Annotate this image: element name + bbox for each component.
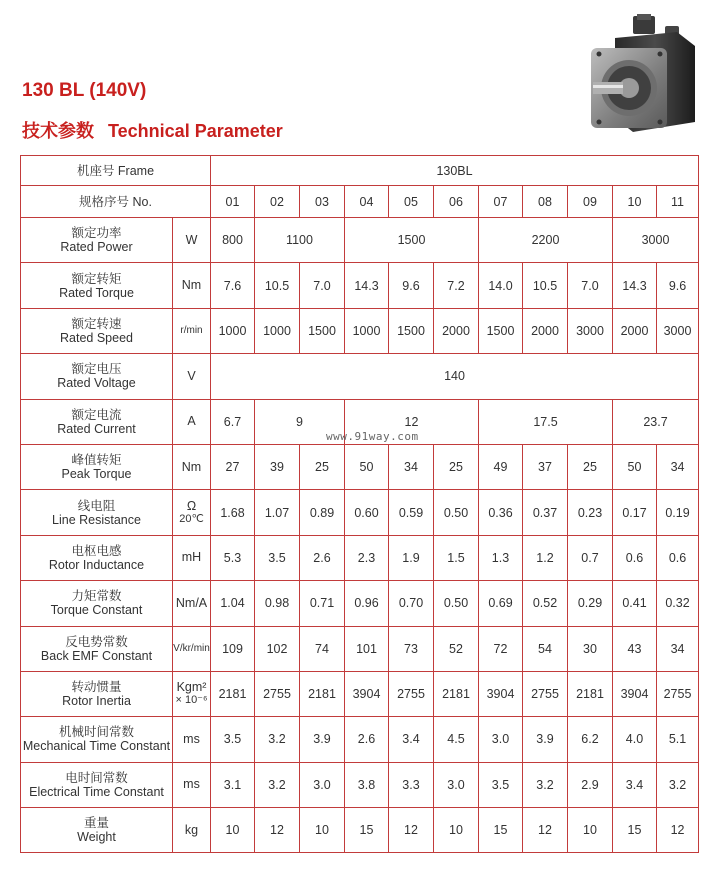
value-cell: 73 [389,626,434,671]
value-cell: 3904 [345,671,389,716]
value-cell: 3.0 [434,762,479,807]
model-title: 130 BL (140V) [22,80,147,101]
value-cell: 102 [255,626,300,671]
value-cell: 3.2 [255,762,300,807]
value-cell: 7.2 [434,263,479,308]
value-cell: 3.4 [613,762,657,807]
value-cell: 2755 [523,671,568,716]
row-back-emf-constant [21,626,699,671]
param-name [21,399,173,444]
section-title-cn: 技术参数 [22,121,94,142]
value-cell: 23.7 [613,399,699,444]
value-cell: 34 [657,444,699,489]
row-rated-speed [21,308,699,353]
value-cell: 12 [657,808,699,853]
value-cell: 7.0 [300,263,345,308]
row-rotor-inertia [21,671,699,716]
section-title [22,117,283,143]
value-cell: 0.52 [523,581,568,626]
value-cell: 54 [523,626,568,671]
param-name-en: Weight [77,830,116,845]
row-peak-torque [21,444,699,489]
param-name [21,490,173,535]
param-unit [173,218,211,263]
value-cell: 37 [523,444,568,489]
value-cell: 12 [255,808,300,853]
value-cell: 2755 [657,671,699,716]
value-cell: 0.23 [568,490,613,535]
param-name-en: Rated Torque [59,285,134,300]
param-unit-sub: 20℃ [179,512,204,525]
param-name-en: Back EMF Constant [40,648,153,663]
value-cell: 3904 [479,671,523,716]
value-cell: 74 [300,626,345,671]
row-frame [21,156,699,186]
param-unit-main: Nm [181,278,202,293]
value-cell: 0.37 [523,490,568,535]
param-unit-main: ms [183,777,200,792]
value-cell: 3.4 [389,717,434,762]
param-name [21,354,173,399]
value-cell: 17.5 [479,399,613,444]
value-cell: 0.29 [568,581,613,626]
value-cell: 3.8 [345,762,389,807]
value-cell: 1100 [255,218,345,263]
param-name [21,762,173,807]
value-cell: 10 [300,808,345,853]
param-unit [173,762,211,807]
param-unit-main: Nm/A [175,595,208,610]
param-name-cn: 反电势常数 [65,634,128,649]
param-unit-main: Ω [186,498,197,513]
value-cell: 10.5 [523,263,568,308]
row-rated-voltage [21,354,699,399]
param-unit-main: A [187,414,196,429]
value-cell: 39 [255,444,300,489]
param-unit [173,263,211,308]
param-name-cn: 额定功率 [71,226,122,241]
frame-value: 130BL [211,156,699,186]
value-cell: 25 [568,444,613,489]
value-cell: 25 [300,444,345,489]
value-cell: 27 [211,444,255,489]
value-cell: 1000 [345,308,389,353]
value-cell: 3.5 [479,762,523,807]
value-cell: 3.9 [523,717,568,762]
value-cell: 9.6 [657,263,699,308]
value-cell: 0.70 [389,581,434,626]
value-cell: 25 [434,444,479,489]
value-cell: 0.96 [345,581,389,626]
param-name-cn: 线电阻 [77,498,116,513]
value-cell: 15 [479,808,523,853]
value-cell: 7.0 [568,263,613,308]
value-cell: 0.89 [300,490,345,535]
value-cell: 4.0 [613,717,657,762]
param-unit [173,490,211,535]
param-name-en: Rated Current [57,421,136,436]
value-cell: 3.9 [300,717,345,762]
value-cell: 12 [389,808,434,853]
value-cell: 1.07 [255,490,300,535]
param-name-cn: 电枢电感 [71,543,122,558]
value-cell: 2755 [389,671,434,716]
param-unit [173,444,211,489]
spec-number-cell: 11 [657,186,699,218]
value-cell: 1500 [389,308,434,353]
value-cell: 0.32 [657,581,699,626]
row-torque-constant [21,581,699,626]
value-cell: 4.5 [434,717,479,762]
param-unit-main: ms [183,731,200,746]
value-cell: 2.6 [345,717,389,762]
param-name-cn: 重量 [83,816,109,831]
param-name-cn: 额定电流 [71,407,122,422]
value-cell: 14.3 [345,263,389,308]
param-unit [173,308,211,353]
param-unit [173,808,211,853]
value-cell: 2000 [613,308,657,353]
value-cell: 1500 [345,218,479,263]
value-cell: 1.9 [389,535,434,580]
value-cell: 9.6 [389,263,434,308]
param-unit-main: Kgm² [176,680,207,695]
value-cell: 3.5 [211,717,255,762]
technical-parameter-table [20,155,699,853]
value-cell: 1.3 [479,535,523,580]
param-name-en: Torque Constant [50,603,143,618]
value-cell: 2181 [434,671,479,716]
value-cell: 12 [345,399,479,444]
param-name-en: Rotor Inductance [48,557,145,572]
value-cell: 50 [613,444,657,489]
value-cell: 3000 [613,218,699,263]
value-cell: 109 [211,626,255,671]
value-cell: 0.50 [434,490,479,535]
spec-number-cell: 03 [300,186,345,218]
value-cell: 2.9 [568,762,613,807]
value-cell: 14.0 [479,263,523,308]
value-cell: 34 [657,626,699,671]
param-name [21,218,173,263]
param-unit [173,626,211,671]
row-weight [21,808,699,853]
param-name-en: Mechanical Time Constant [22,739,171,754]
value-cell: 0.98 [255,581,300,626]
value-cell: 1.04 [211,581,255,626]
value-cell: 50 [345,444,389,489]
value-cell: 10.5 [255,263,300,308]
value-cell: 140 [211,354,699,399]
value-cell: 3.5 [255,535,300,580]
value-cell: 5.3 [211,535,255,580]
value-cell: 0.7 [568,535,613,580]
value-cell: 2755 [255,671,300,716]
param-unit-sub: × 10⁻⁶ [175,694,208,707]
value-cell: 52 [434,626,479,671]
param-name [21,308,173,353]
spec-number-cell: 04 [345,186,389,218]
value-cell: 1.68 [211,490,255,535]
value-cell: 0.41 [613,581,657,626]
value-cell: 3.2 [523,762,568,807]
value-cell: 0.17 [613,490,657,535]
param-unit-main: Nm [181,459,202,474]
value-cell: 0.6 [657,535,699,580]
value-cell: 5.1 [657,717,699,762]
value-cell: 6.2 [568,717,613,762]
value-cell: 0.36 [479,490,523,535]
spec-number-cell: 02 [255,186,300,218]
spec-number-cell: 06 [434,186,479,218]
row-line-resistance [21,490,699,535]
param-unit [173,354,211,399]
value-cell: 2000 [434,308,479,353]
value-cell: 0.6 [613,535,657,580]
value-cell: 1000 [255,308,300,353]
value-cell: 72 [479,626,523,671]
param-name [21,671,173,716]
param-name-cn: 额定电压 [71,362,122,377]
param-unit [173,671,211,716]
param-unit-main: mH [181,550,202,565]
spec-number-cell: 07 [479,186,523,218]
param-name-en: Electrical Time Constant [29,784,164,799]
param-unit [173,717,211,762]
value-cell: 2181 [300,671,345,716]
frame-label: 机座号 Frame [21,156,211,186]
value-cell: 3.3 [389,762,434,807]
row-electrical-time-constant [21,762,699,807]
value-cell: 49 [479,444,523,489]
value-cell: 1500 [479,308,523,353]
value-cell: 9 [255,399,345,444]
param-name [21,581,173,626]
value-cell: 3.1 [211,762,255,807]
param-name [21,444,173,489]
param-unit-main: W [185,232,198,247]
spec-number-cell: 01 [211,186,255,218]
value-cell: 10 [434,808,479,853]
spec-number-cell: 05 [389,186,434,218]
value-cell: 3.2 [255,717,300,762]
param-name-cn: 机械时间常数 [58,725,134,740]
param-unit-main: kg [184,822,199,837]
row-mechanical-time-constant [21,717,699,762]
value-cell: 1.5 [434,535,479,580]
value-cell: 0.19 [657,490,699,535]
servo-motor-image [585,14,697,136]
value-cell: 0.71 [300,581,345,626]
row-rotor-inductance [21,535,699,580]
value-cell: 0.59 [389,490,434,535]
param-name-en: Line Resistance [52,512,141,527]
value-cell: 2181 [568,671,613,716]
value-cell: 2.6 [300,535,345,580]
row-spec-number [21,186,699,218]
value-cell: 30 [568,626,613,671]
row-rated-power [21,218,699,263]
value-cell: 0.69 [479,581,523,626]
param-name-cn: 峰值转矩 [71,453,122,468]
param-name [21,263,173,308]
section-title-en: Technical Parameter [108,121,283,141]
spec-number-label: 规格序号 No. [21,186,211,218]
param-name-cn: 转动惯量 [71,680,122,695]
value-cell: 12 [523,808,568,853]
param-unit-main: r/min [180,325,203,337]
param-unit-main: V [187,368,196,383]
value-cell: 2181 [211,671,255,716]
value-cell: 14.3 [613,263,657,308]
value-cell: 1.2 [523,535,568,580]
value-cell: 2200 [479,218,613,263]
value-cell: 10 [568,808,613,853]
value-cell: 0.60 [345,490,389,535]
value-cell: 1500 [300,308,345,353]
param-unit [173,399,211,444]
value-cell: 3.2 [657,762,699,807]
value-cell: 2.3 [345,535,389,580]
value-cell: 3000 [568,308,613,353]
value-cell: 43 [613,626,657,671]
value-cell: 3.0 [300,762,345,807]
param-name-en: Peak Torque [61,467,132,482]
spec-number-cell: 09 [568,186,613,218]
value-cell: 10 [211,808,255,853]
param-name-en: Rotor Inertia [62,694,131,709]
param-unit [173,581,211,626]
spec-number-cell: 10 [613,186,657,218]
value-cell: 3000 [657,308,699,353]
row-rated-torque [21,263,699,308]
param-name [21,626,173,671]
value-cell: 3904 [613,671,657,716]
value-cell: 15 [613,808,657,853]
value-cell: 1000 [211,308,255,353]
param-name-cn: 电时间常数 [65,770,128,785]
value-cell: 3.0 [479,717,523,762]
value-cell: 0.50 [434,581,479,626]
value-cell: 101 [345,626,389,671]
param-name [21,717,173,762]
param-name-en: Rated Voltage [57,376,136,391]
watermark: www.91way.com [326,430,419,443]
value-cell: 6.7 [211,399,255,444]
value-cell: 15 [345,808,389,853]
param-name-cn: 额定转速 [71,316,122,331]
param-name-en: Rated Power [60,240,133,255]
param-name-cn: 力矩常数 [71,589,122,604]
param-name-en: Rated Speed [60,330,133,345]
param-unit-main: V/kr/min [173,643,210,655]
value-cell: 2000 [523,308,568,353]
param-unit [173,535,211,580]
value-cell: 34 [389,444,434,489]
param-name-cn: 额定转矩 [71,271,122,286]
param-name [21,808,173,853]
value-cell: 800 [211,218,255,263]
value-cell: 7.6 [211,263,255,308]
param-name [21,535,173,580]
spec-number-cell: 08 [523,186,568,218]
